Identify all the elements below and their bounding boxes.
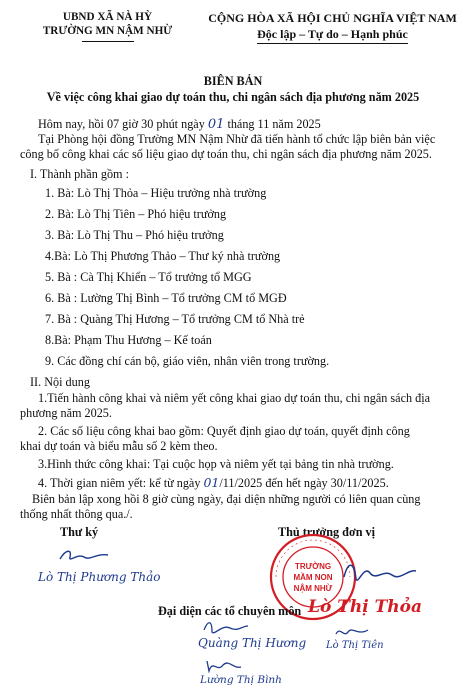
org-underline [82, 41, 134, 42]
head-title: Thủ trưởng đơn vị [278, 525, 376, 539]
secretary-title: Thư ký [60, 525, 99, 539]
rep-1-name: Quàng Thị Hương [198, 636, 307, 650]
member-item: 4.Bà: Lò Thị Phương Thảo – Thư ký nhà trường [45, 249, 281, 263]
intro-time: Hôm nay, hồi 07 giờ 30 phút ngày 01 tháng 11 năm 2025 [38, 117, 321, 132]
member-item: 8.Bà: Phạm Thu Hương – Kế toán [45, 333, 212, 347]
rep-2-name: Lò Thị Tiên [326, 640, 384, 651]
member-item: 7. Bà : Quàng Thị Hương – Tổ trưởng CM tổ Nhà trẻ [45, 312, 305, 326]
head-name: Lò Thị Thỏa [308, 597, 422, 617]
nation-line-1: CỘNG HÒA XÃ HỘI CHỦ NGHĨA VIỆT NAM [208, 11, 457, 25]
member-item: 1. Bà: Lò Thị Thỏa – Hiệu trưởng nhà trường [45, 186, 267, 200]
stamp-line-3: NẬM NHỪ [293, 584, 333, 593]
handwritten-day: 01 [207, 117, 225, 132]
reps-title: Đại diện các tổ chuyên môn [158, 604, 302, 618]
member-item: 2. Bà: Lò Thị Tiên – Phó hiệu trưởng [45, 207, 227, 221]
handwritten-start-day: 01 [203, 475, 220, 490]
org-line-2: TRƯỜNG MN NẬM NHỪ [42, 25, 173, 38]
section-2-heading: II. Nội dung [30, 375, 90, 389]
rep-3-name: Lường Thị Bình [200, 674, 282, 686]
intro-place-line-1: Tại Phòng hội đồng Trường MN Nậm Nhừ đã tiến hành tổ chức lập biên bản việc [38, 132, 436, 146]
member-item: 3. Bà: Lò Thị Thu – Phó hiệu trưởng [45, 228, 224, 242]
content-item-4: 4. Thời gian niêm yết: kể từ ngày 01/11/2025 đến hết ngày 30/11/2025. [38, 475, 389, 490]
rep-1-signature [200, 618, 250, 638]
member-item: 5. Bà : Cà Thị Khiển – Tổ trưởng tổ MGG [45, 270, 252, 284]
closing-line-2: thống nhất thông qua./. [20, 507, 133, 521]
content-item-2-line-1: 2. Các số liệu công khai bao gồm: Quyết định giao dự toán, quyết định công [38, 424, 410, 438]
content-item-1-line-2: phương năm 2025. [20, 406, 112, 420]
document-title: BIÊN BẢN [203, 74, 263, 88]
org-header [20, 10, 195, 42]
rep-3-signature [203, 657, 243, 675]
org-line-1: UBND XÃ NÀ HỲ [62, 11, 153, 23]
head-signature [340, 555, 420, 589]
document-subtitle: Về việc công khai giao dự toán thu, chi ngân sách địa phương năm 2025 [46, 90, 420, 104]
content-item-3: 3.Hình thức công khai: Tại cuộc họp và niêm yết tại bảng tin nhà trường. [38, 457, 394, 471]
stamp-line-2: MẦM NON [293, 573, 333, 582]
section-1-heading: I. Thành phần gồm : [30, 167, 129, 181]
stamp-line-1: TRƯỜNG [294, 562, 332, 571]
intro-place-line-2: công bố công khai các số liệu giao dự toán thu, chi ngân sách địa phương năm 2025. [20, 147, 432, 161]
content-item-1-line-1: 1.Tiến hành công khai và niêm yết công khai giao dự toán thu, chi ngân sách địa [38, 391, 431, 405]
member-item: 9. Các đồng chí cán bộ, giáo viên, nhân viên trong trường. [45, 354, 330, 368]
secretary-name: Lò Thị Phương Thảo [38, 570, 161, 584]
secretary-signature [56, 545, 116, 567]
content-item-2-line-2: khai dự toán và biểu mẫu số 2 kèm theo. [20, 439, 218, 453]
closing-line-1: Biên bản lập xong hồi 8 giờ cùng ngày, đại diện những người có liên quan cùng [32, 492, 421, 506]
nation-motto: Độc lập – Tự do – Hạnh phúc [257, 26, 408, 44]
nation-header [205, 10, 460, 44]
member-item: 6. Bà : Lường Thị Bình – Tổ trưởng CM tổ MGĐ [45, 291, 287, 305]
